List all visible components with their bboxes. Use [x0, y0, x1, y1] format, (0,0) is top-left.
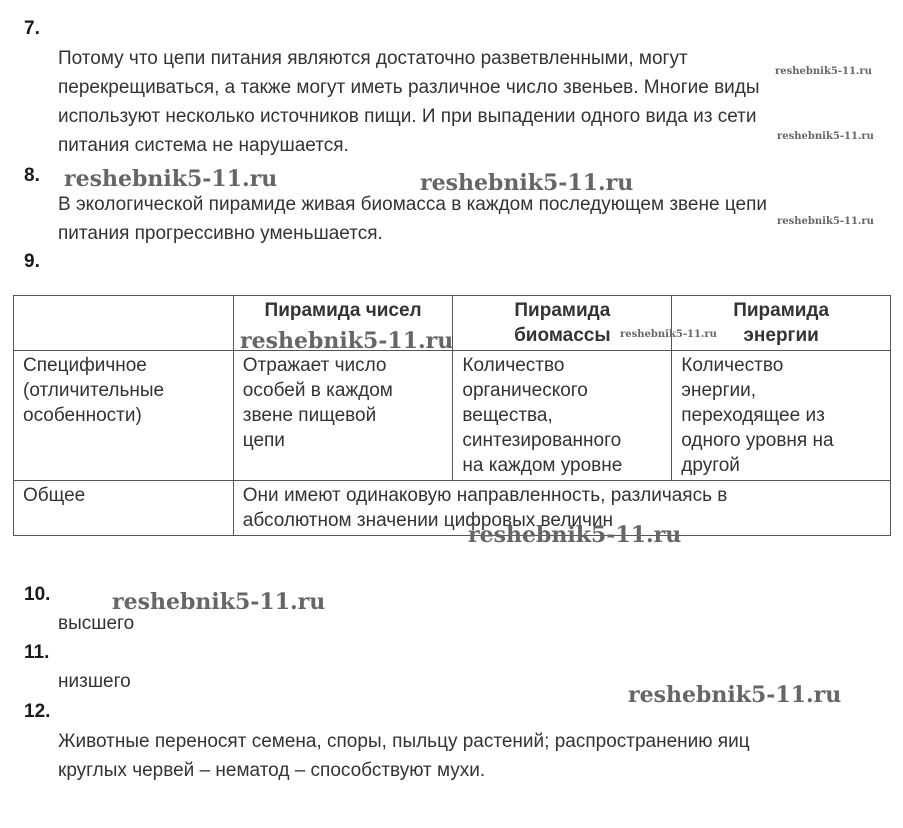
watermark-small: reshebnik5-11.ru — [777, 216, 874, 227]
watermark-small: reshebnik5-11.ru — [620, 329, 717, 340]
q7-line-3: используют несколько источников пищи. И при выпадении одного вида из сети — [58, 106, 757, 127]
q7-line-1: Потому что цепи питания являются достаточно разветвленными, могут — [58, 48, 688, 69]
q8-line-1: В экологической пирамиде живая биомасса в каждом последующем звене цепи — [58, 194, 767, 215]
cell-specific-energy: Количество энергии, переходящее из одного уровня на другой — [672, 351, 891, 481]
question-number-11: 11. — [24, 642, 50, 663]
watermark: reshebnik5-11.ru — [64, 166, 278, 192]
cell-specific-biomass: Количество органического вещества, синтезированного на каждом уровне — [453, 351, 672, 481]
watermark: reshebnik5-11.ru — [468, 522, 682, 548]
watermark-small: reshebnik5-11.ru — [775, 66, 872, 77]
q8-line-2: питания прогрессивно уменьшается. — [58, 223, 383, 244]
table-row — [14, 481, 891, 536]
watermark: reshebnik5-11.ru — [240, 328, 454, 354]
q7-line-4: питания система не нарушается. — [58, 135, 349, 156]
q12-line-2: круглых червей – нематод – способствуют мухи. — [58, 760, 486, 781]
cell-common-text: Они имеют одинаковую направленность, различаясь в абсолютном значении цифровых величин — [233, 481, 890, 536]
row-label-common: Общее — [14, 481, 234, 536]
watermark: reshebnik5-11.ru — [112, 589, 326, 615]
watermark: reshebnik5-11.ru — [628, 682, 842, 708]
header-empty-cell — [14, 296, 234, 351]
q10-answer: высшего — [58, 613, 135, 634]
header-pyramid-energy: Пирамида энергии — [672, 296, 891, 351]
cell-specific-numbers: Отражает число особей в каждом звене пищевой цепи — [233, 351, 453, 481]
q12-line-1: Животные переносят семена, споры, пыльцу растений; распространению яиц — [58, 731, 750, 752]
watermark: reshebnik5-11.ru — [420, 170, 634, 196]
header-pyramid-biomass: Пирамида биомассы — [453, 296, 672, 351]
question-number-7: 7. — [24, 18, 40, 39]
question-number-8: 8. — [24, 165, 40, 186]
question-number-9: 9. — [24, 251, 40, 272]
q7-line-2: перекрещиваться, а также могут иметь различное число звеньев. Многие виды — [58, 77, 760, 98]
table-row — [14, 351, 891, 481]
question-number-10: 10. — [24, 584, 51, 605]
question-number-12: 12. — [24, 701, 51, 722]
header-pyramid-numbers: Пирамида чисел — [233, 296, 453, 351]
watermark-small: reshebnik5-11.ru — [777, 131, 874, 142]
q11-answer: низшего — [58, 671, 131, 692]
row-label-specific: Специфичное (отличительные особенности) — [14, 351, 234, 481]
